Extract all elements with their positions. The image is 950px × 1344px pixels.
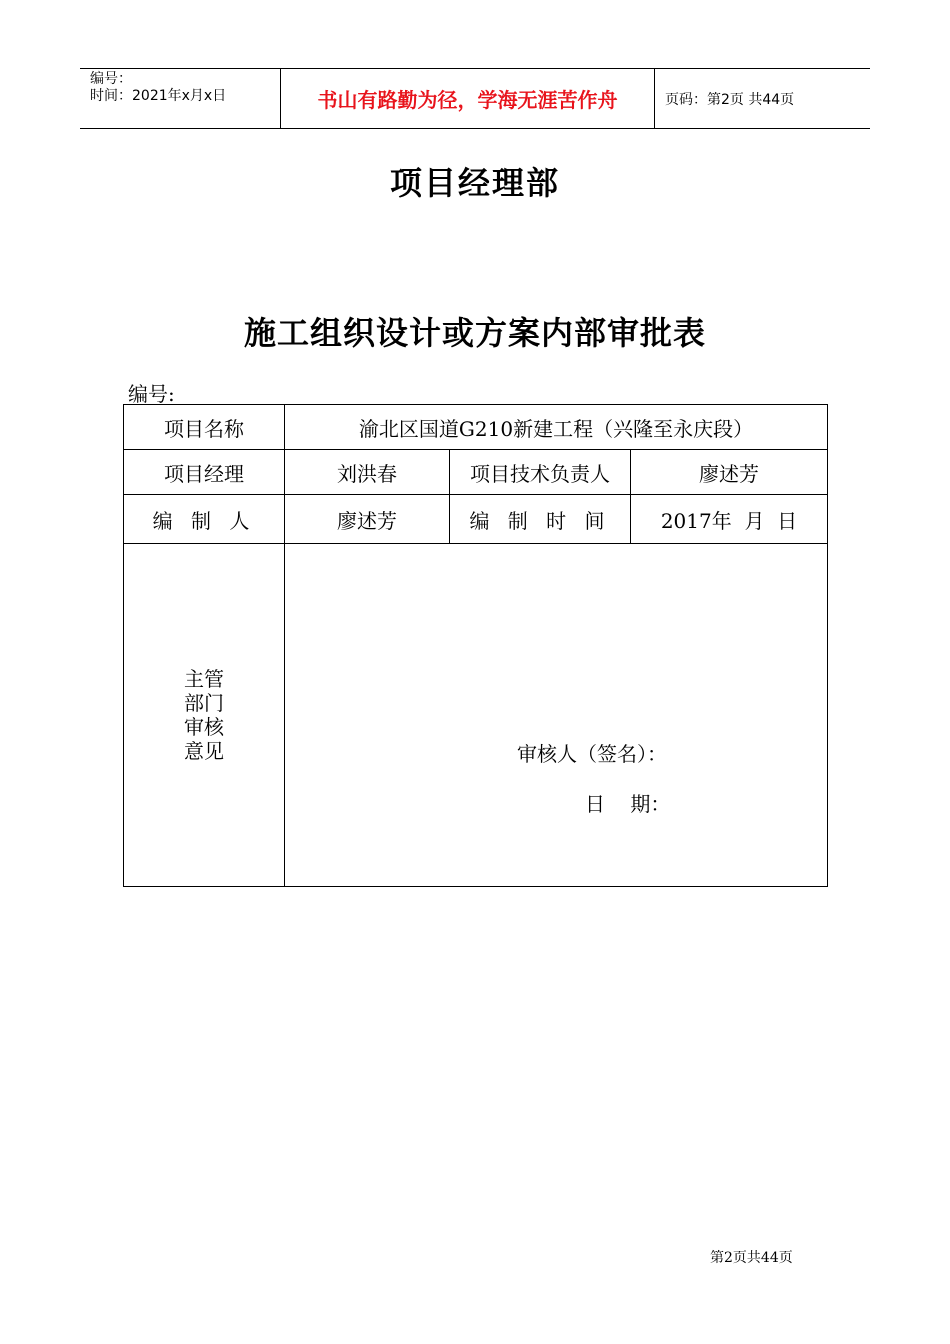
project-name-value: 渝北区国道G210新建工程（兴隆至永庆段） — [285, 405, 828, 450]
page-header — [80, 68, 870, 129]
manager-label: 项目经理 — [124, 450, 285, 495]
compiler-value: 廖述芳 — [285, 495, 450, 544]
project-name-label: 项目名称 — [124, 405, 285, 450]
review-opinion-label — [124, 544, 285, 887]
approval-table — [123, 404, 828, 887]
table-row — [124, 405, 828, 450]
tech-lead-label: 项目技术负责人 — [450, 450, 631, 495]
opinion-label-line: 意见 — [184, 739, 224, 763]
serial-number-label: 编号: — [128, 382, 175, 406]
department-title: 项目经理部 — [389, 164, 560, 202]
opinion-label-line: 部门 — [184, 691, 224, 715]
page-footer: 第2页共44页 — [710, 1250, 793, 1266]
compiler-label: 编 制 人 — [124, 495, 285, 544]
table-row — [124, 450, 828, 495]
compile-time-value: 2017年 月 日 — [631, 495, 828, 544]
tech-lead-value: 廖述芳 — [631, 450, 828, 495]
header-time: 时间：2021年x月x日 — [90, 88, 227, 104]
opinion-label-line: 审核 — [184, 715, 224, 739]
manager-value: 刘洪春 — [285, 450, 450, 495]
table-row — [124, 544, 828, 887]
review-opinion-area[interactable] — [285, 544, 828, 887]
table-row — [124, 495, 828, 544]
compile-time-label: 编 制 时 间 — [450, 495, 631, 544]
form-title: 施工组织设计或方案内部审批表 — [243, 314, 706, 352]
header-page-info: 页码：第2页 共44页 — [665, 91, 795, 108]
review-date-label: 日 期： — [585, 792, 671, 816]
header-meta — [80, 69, 281, 128]
header-motto: 书山有路勤为径，学海无涯苦作舟 — [281, 69, 655, 128]
reviewer-signature-label: 审核人（签名）： — [517, 742, 667, 766]
opinion-label-line: 主管 — [184, 667, 224, 691]
header-serial-label: 编号： — [90, 71, 132, 87]
